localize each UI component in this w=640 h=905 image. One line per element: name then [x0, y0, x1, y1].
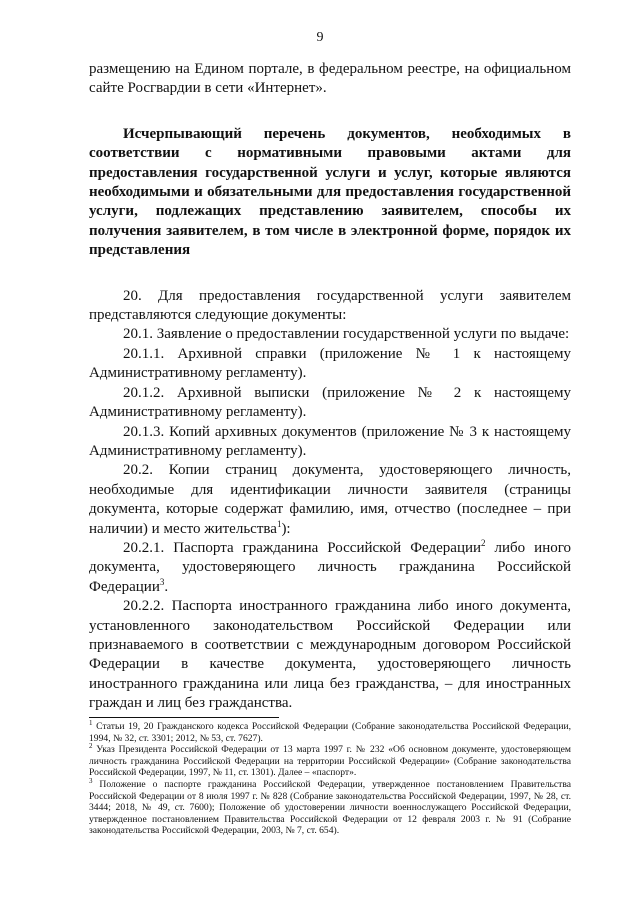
- paragraph-20-2-1-tail: .: [164, 578, 169, 595]
- page-number: 9: [316, 30, 324, 45]
- paragraph-20-2: [89, 461, 571, 539]
- section-heading-text: Исчерпывающий перечень документов, необходимых в соответствии с нормативными правовыми актами для предоставления государственной услуги и услуг, которые являются необходимыми и обязательными для предоставления государственной услуги, подлежащих представлению заявителем, способы их получения заявителем, в том числе в электронной форме, порядок их представления: [89, 125, 571, 259]
- footnote-mark: 1: [89, 718, 93, 727]
- footnote-divider: [89, 717, 279, 718]
- paragraph-20-2-tail: ):: [281, 520, 291, 537]
- footnote-mark: 3: [89, 776, 93, 785]
- footnote-ref-2: 2: [481, 537, 486, 548]
- footnote-mark: 2: [89, 742, 93, 750]
- page-body: [89, 60, 571, 714]
- paragraph-20-1-1: 20.1.1. Архивной справки (приложение № 1 к настоящему Административному регламенту).: [89, 345, 571, 382]
- paragraph-20-2-1-text: 20.2.1. Паспорта гражданина Российской Федерации: [123, 539, 482, 556]
- footnote-ref-1: 1: [276, 518, 282, 529]
- footnote-text: Статьи 19, 20 Гражданского кодекса Российской Федерации (Собрание законодательства Российской Федерации, 1994, № 32, ст. 3301; 2012, № 53, ст. 7627).: [89, 721, 571, 744]
- paragraph-20-1: 20.1. Заявление о предоставлении государственной услуги по выдаче:: [123, 326, 570, 343]
- paragraph-20-1-2: 20.1.2. Архивной выписки (приложение № 2 к настоящему Административному регламенту).: [89, 384, 571, 421]
- section-20: [89, 287, 571, 714]
- footnote-1: [89, 718, 571, 744]
- paragraph-20-2-1: [89, 539, 571, 597]
- paragraph-20-1-3: 20.1.3. Копий архивных документов (приложение № 3 к настоящему Административному регламенту).: [89, 423, 571, 459]
- paragraph-20-2-text: 20.2. Копии страниц документа, удостоверяющего личность, необходимые для идентификации личности заявителя (страницы документа, которые содержат фамилию, имя, отчество (последнее – при наличии) и место жительства: [89, 462, 571, 537]
- footnote-ref-3: 3: [159, 576, 165, 587]
- footnote-2: [89, 744, 571, 779]
- footnote-text: Указ Президента Российской Федерации от 13 марта 1997 г. № 232 «Об основном документе, удостоверяющем личность гражданина Российской Федерации на территории Российской Федерации» (Собрание законодательства Российской Федерации, 1997, № 11, ст. 1301). Далее – «паспорт».: [89, 744, 571, 779]
- paragraph-20-2-2: 20.2.2. Паспорта иностранного гражданина либо иного документа, установленного законодательством Российской Федерации или признаваемого в соответствии с международным договором Российской Федерации в качестве документа, удостоверяющего личность иностранного гражданина или лица без гражданства, – для иностранных граждан и лиц без гражданства.: [89, 598, 571, 712]
- paragraph-20-2-1-text-2: либо иного документа, удостоверяющего личность гражданина Российской Федерации: [89, 539, 571, 595]
- footnotes: [89, 717, 571, 837]
- intro-paragraph: размещению на Едином портале, в федеральном реестре, на официальном сайте Росгвардии в сети «Интернет».: [89, 61, 571, 97]
- paragraph-20: 20. Для предоставления государственной услуги заявителем представляются следующие документы:: [89, 287, 571, 324]
- section-heading: [89, 125, 571, 261]
- footnote-text: Положение о паспорте гражданина Российской Федерации, утвержденное постановлением Правительства Российской Федерации от 8 июля 1997 г. № 828 (Собрание законодательства Российской Федерации, 1997, № 28, ст. 3444; 2018, № 49, ст. 7600); Положение об удостоверении личности военнослужащего Российской Федерации, утвержденное постановлением Правительства Российской Федерации от 12 февраля 2003 г. № 91 (Собрание законодательства Российской Федерации, 2003, № 7, ст. 654).: [89, 778, 571, 837]
- footnote-3: [89, 776, 571, 837]
